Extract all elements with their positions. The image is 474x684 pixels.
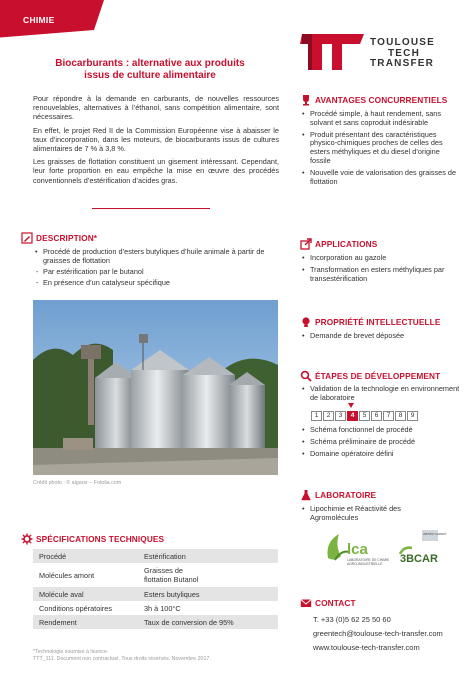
description-body	[33, 248, 279, 291]
lca-logo	[325, 528, 390, 570]
footnote-reference: TTT_111. Document non contractuel. Tous droits réservés. Novembre 2017.	[33, 656, 211, 662]
contact-email-link[interactable]: greentech@toulouse-tech-transfer.com	[313, 629, 443, 638]
silo-photo	[33, 300, 278, 475]
list-item: • Demande de brevet déposée	[300, 332, 460, 341]
footnote	[33, 649, 211, 663]
propriete-heading	[300, 316, 440, 328]
intro-paragraph-2: En effet, le projet Red II de la Commission Européenne vise à abaisser le taux d’incorporation, dans les moteurs, de biocarburants issus de cultures alimentaires de 7 % à 3,8 %.	[33, 125, 279, 154]
trl-stage-7: 7	[383, 411, 394, 421]
trl-stage-9: 9	[407, 411, 418, 421]
specifications-heading	[21, 533, 164, 545]
list-item: • Schéma préliminaire de procédé	[300, 438, 460, 447]
photo-credit: Crédit photo : © aigarsr – Fotolia.com	[33, 480, 122, 486]
gear-icon	[21, 533, 33, 545]
applications-title: APPLICATIONS	[315, 239, 378, 249]
specifications-table	[33, 549, 278, 629]
spec-value: 3h à 100°C	[144, 603, 181, 613]
spec-key: Molécules amont	[39, 570, 95, 580]
etapes-list	[300, 426, 460, 461]
ttt-logo-mark	[298, 30, 366, 72]
description-bullet: • Procédé de production d’esters butyliques d’huile animale à partir de graisses de flottation	[33, 248, 279, 266]
etapes-first	[300, 385, 460, 406]
lca-subtitle-1: LABORATOIRE DE CHIMIE	[347, 558, 390, 562]
carnot-label: INSTITUT CARNOT	[423, 533, 447, 536]
trl-stage-6: 6	[371, 411, 382, 421]
trl-stage-8: 8	[395, 411, 406, 421]
footnote-license: *Technologie soumise à licence.	[33, 649, 109, 655]
etapes-title: ÉTAPES DE DÉVELOPPEMENT	[315, 371, 441, 381]
list-item: • Lipochimie et Réactivité des Agromolécules	[300, 505, 460, 523]
contact-details	[313, 613, 443, 655]
logo-line-2: TECH	[388, 47, 421, 59]
table-row	[33, 601, 278, 615]
page-title	[40, 58, 260, 82]
bulb-icon	[300, 316, 312, 328]
intro-text	[33, 94, 279, 189]
description-sub-2: - En présence d’un catalyseur spécifique	[33, 279, 279, 288]
description-title: DESCRIPTION*	[36, 233, 98, 243]
lca-subtitle-2: AGRO-INDUSTRIELLE	[347, 562, 383, 566]
avantages-list	[300, 110, 460, 189]
logo-line-1: TOULOUSE	[370, 37, 435, 48]
avantages-title: AVANTAGES CONCURRENTIELS	[315, 95, 448, 105]
applications-list	[300, 254, 460, 286]
logo-wordmark	[370, 38, 435, 70]
trl-stage-2: 2	[323, 411, 334, 421]
contact-phone[interactable]: T. +33 (0)5 62 25 50 60	[313, 615, 391, 624]
list-item: • Incorporation au gazole	[300, 254, 460, 263]
toulouse-tech-transfer-logo	[298, 30, 458, 72]
trl-stage-5: 5	[359, 411, 370, 421]
list-item: • Domaine opératoire défini	[300, 450, 460, 459]
trl-stage-1: 1	[311, 411, 322, 421]
spec-value: Estérification	[135, 549, 278, 563]
avantages-heading	[300, 94, 447, 106]
logo-line-3: TRANSFER	[370, 58, 435, 69]
magnifier-icon	[300, 370, 312, 382]
3bcar-wordmark: 3BCAR	[400, 553, 438, 565]
export-icon	[300, 238, 312, 250]
trophy-icon	[300, 94, 312, 106]
title-line-2: issus de culture alimentaire	[84, 70, 216, 81]
list-item: • Schéma fonctionnel de procédé	[300, 426, 460, 435]
trl-marker	[348, 403, 354, 408]
trl-stage-4: 4	[347, 411, 358, 421]
list-item: • Produit présentant des caractéristiques physico-chimiques proches de celles des esters méthyliques et du diesel d’origine fossile	[300, 131, 460, 166]
propriete-title: PROPRIÉTÉ INTELLECTUELLE	[315, 317, 441, 327]
contact-website-link[interactable]: www.toulouse-tech-transfer.com	[313, 643, 420, 652]
etapes-heading	[300, 370, 440, 382]
laboratoire-title: LABORATOIRE	[315, 490, 377, 500]
spec-value: Taux de conversion de 95%	[135, 615, 278, 629]
spec-value: Graisses de flottation Butanol	[144, 566, 199, 584]
title-line-1: Biocarburants : alternative aux produits	[55, 58, 245, 69]
spec-value: Esters butyliques	[135, 587, 278, 601]
trl-scale	[311, 411, 419, 421]
flask-icon	[300, 489, 312, 501]
ribbon-label: CHIMIE	[23, 15, 55, 25]
table-row	[33, 549, 278, 563]
carnot-3bcar-logo	[398, 528, 447, 568]
list-item: • Transformation en esters méthyliques par transestérification	[300, 266, 460, 284]
intro-paragraph-3: Les graisses de flottation constituent un gisement intéressant. Cependant, leur forte proportion en eau empêche la mise en œuvre des procédés conventionnels d’estérification d’acides gras.	[33, 157, 279, 185]
mail-icon	[300, 597, 312, 609]
spec-key: Rendement	[33, 615, 135, 629]
laboratoire-heading	[300, 489, 376, 501]
lca-wordmark: lca	[347, 541, 368, 558]
list-item: • Procédé simple, à haut rendement, sans solvant et sans coproduit indésirable	[300, 110, 460, 128]
section-divider	[92, 208, 210, 209]
contact-title: CONTACT	[315, 598, 356, 608]
description-sub-1: - Par estérification par le butanol	[33, 268, 279, 277]
list-item: • Validation de la technologie en environnement de laboratoire	[300, 385, 460, 403]
trl-stage-3: 3	[335, 411, 346, 421]
spec-key: Molécule aval	[33, 587, 135, 601]
intro-paragraph-1: Pour répondre à la demande en carburants, de nouvelles ressources renouvelables, alternatives à l’éthanol, sans compétition alimentaire, sont nécessaires.	[33, 94, 279, 122]
list-item: • Nouvelle voie de valorisation des graisses de flottation	[300, 169, 460, 187]
applications-heading	[300, 238, 377, 250]
table-row	[33, 587, 278, 601]
specifications-title: SPÉCIFICATIONS TECHNIQUES	[36, 534, 165, 544]
description-heading	[21, 232, 97, 244]
laboratoire-list	[300, 505, 460, 526]
table-row	[33, 563, 278, 587]
spec-key: Conditions opératoires	[39, 603, 113, 613]
table-row	[33, 615, 278, 629]
propriete-list	[300, 332, 460, 344]
contact-heading	[300, 597, 356, 609]
spec-key: Procédé	[33, 549, 135, 563]
pencil-icon	[21, 232, 33, 244]
